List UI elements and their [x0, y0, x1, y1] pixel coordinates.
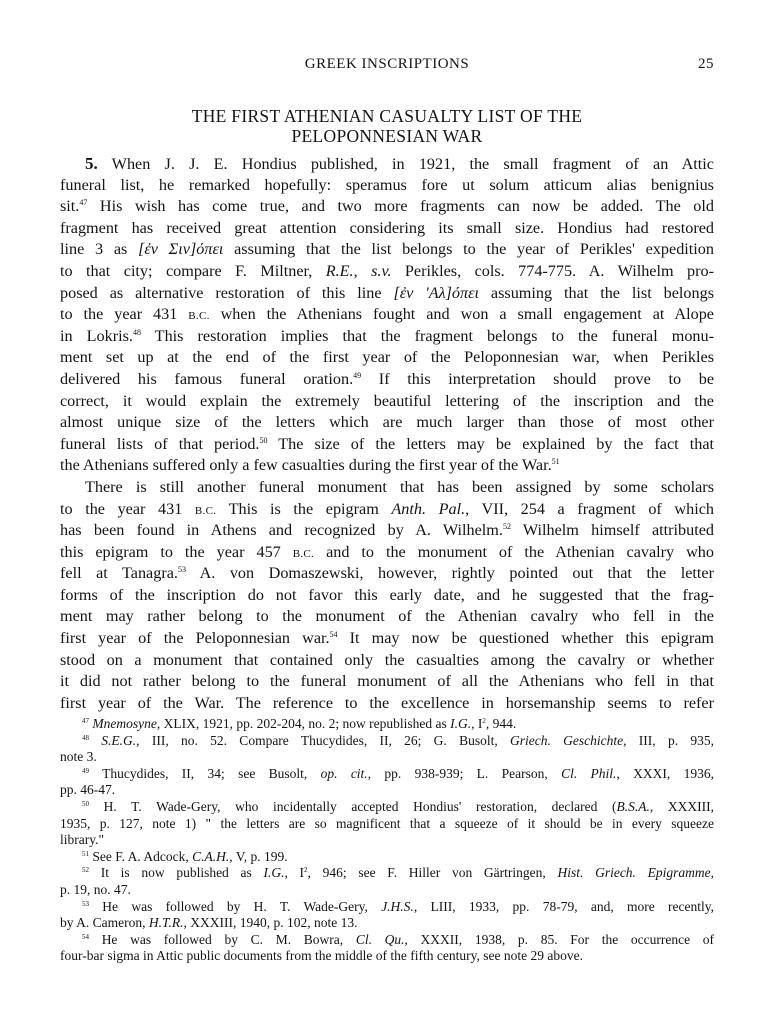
paragraph-1-line: to that city; compare F. Miltner, R.E., s.v. Perikles, cols. 774-775. A. Wilhelm pro-	[60, 261, 714, 280]
footnote-48-cont: note 3.	[60, 749, 97, 765]
footnote-52-cont: p. 19, no. 47.	[60, 881, 131, 897]
paragraph-2-line: fell at Tanagra.$^{53}$ A. von Domaszewski, however, rightly pointed out that the letter	[60, 564, 714, 583]
paragraph-1-line: sit.$^{47}$ His wish has come true, and two more fragments can now be added. The old	[60, 197, 714, 216]
footnote-53: $^{53}$ He was followed by H. T. Wade-Gery, J.H.S., LIII, 1933, pp. 78-79, and, more recently,	[82, 898, 715, 914]
footnote-ref-54: 54	[329, 630, 338, 640]
footnote-ref-50: 50	[259, 435, 268, 445]
footnote-50: $^{50}$ H. T. Wade-Gery, who incidentally accepted Hondius' restoration, declared (B.S.A., XXXIII,	[82, 798, 714, 814]
footnote-47: $^{47}$ Mnemosyne, XLIX, 1921, pp. 202-204, no. 2; now republished as I.G., $I^2$, 944.	[82, 716, 517, 731]
footnote-52: $^{52}$ It is now published as I.G., $I^2$, 946; see F. Hiller von Gärtringen, Hist. Griech. Epigramme,	[82, 865, 714, 881]
paragraph-1-line: to the year 431 B.C. when the Athenians fought and won a small engagement at Alope	[60, 305, 714, 324]
article-title-line-1: THE FIRST ATHENIAN CASUALTY LIST OF THE	[191, 106, 583, 126]
paragraph-1-line: delivered his famous funeral oration.$^{49}$ If this interpretation should prove to be	[60, 369, 715, 388]
paragraph-2-line: forms of the inscription do not favor this early date, and he suggested that the frag-	[60, 585, 714, 604]
paragraph-1-line: funeral lists of that period.$^{50}$ The size of the letters may be explained by the fact that	[60, 434, 715, 453]
paragraph-2-line: first year of the War. The reference to the excellence in horsemanship seems to refer	[60, 693, 714, 712]
footnote-ref-49: 49	[353, 370, 362, 380]
paragraph-2-line: this epigram to the year 457 B.C. and to the monument of the Athenian cavalry who	[60, 542, 714, 561]
footnote-49: $^{49}$ Thucydides, II, 34; see Busolt, op. cit., pp. 938-939; L. Pearson, Cl. Phil., XXXI, 1936,	[82, 765, 714, 781]
paragraph-1-line: correct, it would explain the extremely beautiful lettering of the inscription and the	[60, 391, 714, 410]
paragraph-1-line: almost unique size of the letters which are much larger than those of most other	[60, 413, 714, 432]
paragraph-2-line: ment may rather belong to the monument of the Athenian cavalry who fell in the	[60, 607, 714, 626]
footnote-50-cont: library."	[60, 832, 104, 848]
page-number: 25	[698, 56, 714, 72]
running-title: GREEK INSCRIPTIONS	[304, 56, 470, 72]
paragraph-2-line: stood on a monument that contained only the casualties among the cavalry or whether	[60, 650, 714, 669]
footnote-50-cont: 1935, p. 127, note 1) " the letters are so magnificent that a squeeze of it should be in every squeeze	[60, 815, 714, 831]
footnote-53-cont: by A. Cameron, H.T.R., XXXIII, 1940, p. 102, note 13.	[60, 915, 358, 931]
paragraph-1-line: the Athenians suffered only a few casualties during the first year of the War.$^{51}$	[60, 456, 560, 475]
footnote-51: $^{51}$ See F. A. Adcock, C.A.H., V, p. 199.	[82, 848, 288, 864]
footnote-54: $^{54}$ He was followed by C. M. Bowra, Cl. Qu., XXXII, 1938, p. 85. For the occurrence of	[82, 931, 714, 947]
paragraph-2-line: first year of the Peloponnesian war.$^{54}$ It may now be questioned whether this epigram	[60, 629, 714, 648]
paragraph-2-line: has been found in Athens and recognized by A. Wilhelm.$^{52}$ Wilhelm himself attributed	[60, 521, 714, 540]
paragraph-1-line: fragment has received great attention considering its small size. Hondius had restored	[60, 218, 714, 237]
paragraph-2-line: it did not rather belong to the funeral monument of all the Athenians who fell in that	[60, 672, 714, 691]
footnotes	[60, 716, 714, 965]
paragraph-1-line: in Lokris.$^{48}$ This restoration implies that the fragment belongs to the funeral monu-	[60, 326, 714, 345]
article-title-line-2: PELOPONNESIAN WAR	[291, 126, 483, 146]
paragraph-2-line: There is still another funeral monument that has been assigned by some scholars	[85, 477, 714, 496]
footnote-ref-48: 48	[132, 327, 141, 337]
footnote-ref-47: 47	[79, 198, 88, 208]
footnote-ref-52: 52	[502, 522, 511, 532]
greek-restoration: [ἐν 'Αλ]όπει	[393, 283, 479, 302]
body-text	[60, 153, 714, 714]
paragraph-1-line: posed as alternative restoration of this line [ἐν 'Αλ]όπει assuming that the list belongs	[60, 283, 715, 302]
paragraph-1-line: funeral list, he remarked hopefully: speramus fore ut solum atticum alias benignius	[60, 175, 714, 194]
article-title	[60, 106, 714, 146]
footnote-ref-51: 51	[551, 457, 560, 467]
section-number: 5.	[85, 154, 98, 173]
footnote-54-cont: four-bar sigma in Attic public documents from the middle of the fifth century, see note 29 above.	[60, 948, 583, 964]
footnote-48: $^{48}$ S.E.G., III, no. 52. Compare Thucydides, II, 26; G. Busolt, Griech. Geschichte, III, p. 935,	[82, 732, 714, 748]
footnote-49-cont: pp. 46-47.	[60, 782, 116, 798]
paragraph-2-line: to the year 431 B.C. This is the epigram Anth. Pal., VII, 254 a fragment of which	[60, 499, 714, 518]
footnote-ref-53: 53	[177, 565, 186, 575]
greek-restoration: [ἐν Σιν]όπει	[138, 240, 224, 259]
paragraph-1-line: line 3 as [ἐν Σιν]όπει assuming that the list belongs to the year of Perikles' expedition	[60, 240, 714, 259]
paragraph-1-line: 5. When J. J. E. Hondius published, in 1921, the small fragment of an Attic	[85, 154, 714, 173]
paragraph-1-line: ment set up at the end of the first year of the Peloponnesian war, when Perikles	[60, 348, 714, 367]
